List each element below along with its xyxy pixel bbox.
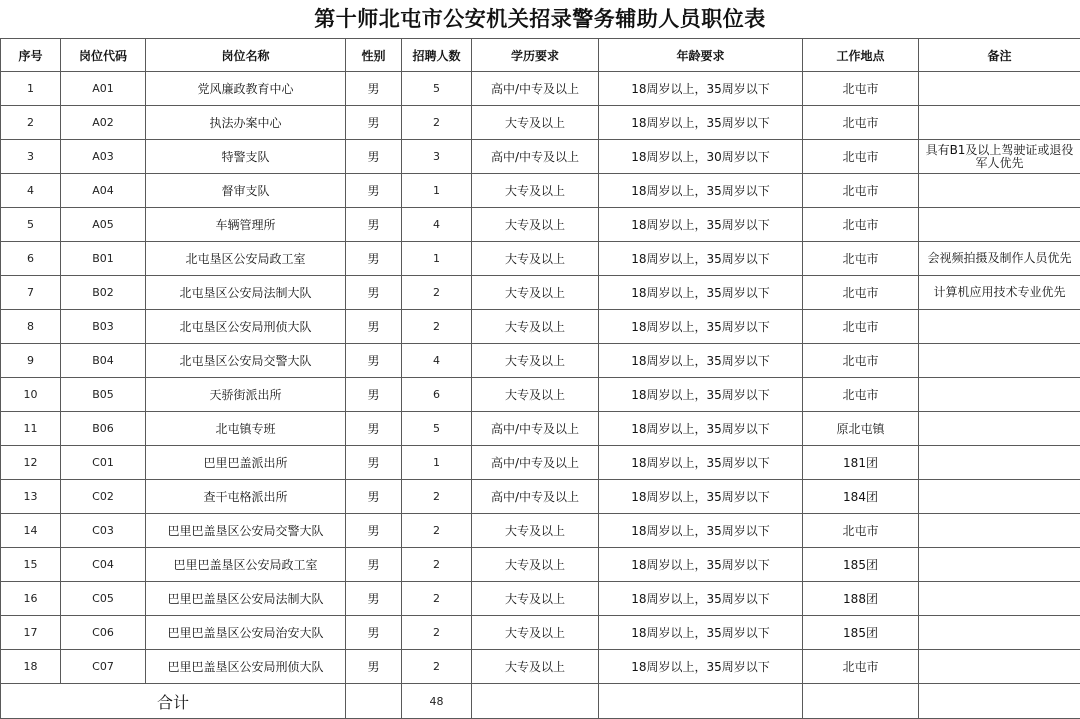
cell-code: A05 — [61, 208, 146, 242]
cell-gender: 男 — [346, 412, 402, 446]
cell-no: 13 — [1, 480, 61, 514]
cell-gender: 男 — [346, 616, 402, 650]
cell-note — [919, 548, 1080, 582]
cell-gender: 男 — [346, 242, 402, 276]
cell-gender: 男 — [346, 650, 402, 684]
cell-gender: 男 — [346, 310, 402, 344]
table-row — [1, 310, 1080, 344]
cell-count: 2 — [402, 310, 472, 344]
cell-note — [919, 378, 1080, 412]
cell-education: 大专及以上 — [472, 548, 599, 582]
total-age-cell — [599, 684, 803, 719]
cell-age: 18周岁以上，35周岁以下 — [599, 208, 803, 242]
total-count: 48 — [402, 684, 472, 719]
cell-education: 高中/中专及以上 — [472, 412, 599, 446]
cell-no: 4 — [1, 174, 61, 208]
cell-no: 5 — [1, 208, 61, 242]
cell-code: C04 — [61, 548, 146, 582]
cell-code: C07 — [61, 650, 146, 684]
cell-no: 10 — [1, 378, 61, 412]
table-row — [1, 344, 1080, 378]
cell-gender: 男 — [346, 548, 402, 582]
cell-no: 9 — [1, 344, 61, 378]
cell-education: 大专及以上 — [472, 276, 599, 310]
total-label: 合计 — [1, 684, 346, 719]
cell-location: 北屯市 — [803, 140, 919, 174]
header-name: 岗位名称 — [146, 39, 346, 72]
table-row — [1, 446, 1080, 480]
cell-age: 18周岁以上，35周岁以下 — [599, 276, 803, 310]
cell-no: 3 — [1, 140, 61, 174]
cell-note — [919, 582, 1080, 616]
cell-name: 车辆管理所 — [146, 208, 346, 242]
table-row — [1, 72, 1080, 106]
header-location: 工作地点 — [803, 39, 919, 72]
cell-education: 大专及以上 — [472, 616, 599, 650]
cell-count: 2 — [402, 514, 472, 548]
cell-no: 8 — [1, 310, 61, 344]
cell-gender: 男 — [346, 378, 402, 412]
cell-count: 2 — [402, 582, 472, 616]
cell-code: C02 — [61, 480, 146, 514]
cell-note — [919, 106, 1080, 140]
cell-gender: 男 — [346, 514, 402, 548]
cell-count: 2 — [402, 548, 472, 582]
positions-table — [0, 38, 1080, 719]
table-row — [1, 412, 1080, 446]
cell-age: 18周岁以上，35周岁以下 — [599, 72, 803, 106]
cell-note — [919, 514, 1080, 548]
cell-name: 北屯垦区公安局交警大队 — [146, 344, 346, 378]
cell-age: 18周岁以上，35周岁以下 — [599, 242, 803, 276]
table-row — [1, 582, 1080, 616]
total-note-cell — [919, 684, 1080, 719]
cell-education: 大专及以上 — [472, 174, 599, 208]
cell-code: A04 — [61, 174, 146, 208]
cell-code: B03 — [61, 310, 146, 344]
cell-note — [919, 412, 1080, 446]
cell-location: 北屯市 — [803, 174, 919, 208]
cell-location: 原北屯镇 — [803, 412, 919, 446]
cell-name: 特警支队 — [146, 140, 346, 174]
cell-gender: 男 — [346, 276, 402, 310]
cell-count: 4 — [402, 344, 472, 378]
cell-education: 大专及以上 — [472, 310, 599, 344]
table-row — [1, 548, 1080, 582]
cell-code: C06 — [61, 616, 146, 650]
cell-no: 1 — [1, 72, 61, 106]
cell-count: 5 — [402, 412, 472, 446]
cell-education: 大专及以上 — [472, 242, 599, 276]
header-gender: 性别 — [346, 39, 402, 72]
cell-note: 计算机应用技术专业优先 — [919, 276, 1080, 310]
header-no: 序号 — [1, 39, 61, 72]
cell-name: 巴里巴盖派出所 — [146, 446, 346, 480]
cell-location: 185团 — [803, 548, 919, 582]
cell-name: 巴里巴盖垦区公安局刑侦大队 — [146, 650, 346, 684]
cell-count: 2 — [402, 276, 472, 310]
header-education: 学历要求 — [472, 39, 599, 72]
cell-name: 党风廉政教育中心 — [146, 72, 346, 106]
cell-age: 18周岁以上，35周岁以下 — [599, 514, 803, 548]
cell-code: B05 — [61, 378, 146, 412]
cell-education: 大专及以上 — [472, 106, 599, 140]
cell-count: 2 — [402, 106, 472, 140]
cell-code: C01 — [61, 446, 146, 480]
header-count: 招聘人数 — [402, 39, 472, 72]
cell-location: 北屯市 — [803, 72, 919, 106]
table-row — [1, 514, 1080, 548]
cell-age: 18周岁以上，35周岁以下 — [599, 344, 803, 378]
cell-age: 18周岁以上，35周岁以下 — [599, 106, 803, 140]
cell-location: 北屯市 — [803, 514, 919, 548]
cell-education: 高中/中专及以上 — [472, 140, 599, 174]
table-row — [1, 208, 1080, 242]
header-age: 年龄要求 — [599, 39, 803, 72]
cell-education: 大专及以上 — [472, 514, 599, 548]
cell-name: 执法办案中心 — [146, 106, 346, 140]
cell-name: 北屯垦区公安局法制大队 — [146, 276, 346, 310]
cell-location: 北屯市 — [803, 208, 919, 242]
cell-no: 12 — [1, 446, 61, 480]
table-row — [1, 378, 1080, 412]
cell-age: 18周岁以上，35周岁以下 — [599, 378, 803, 412]
cell-no: 14 — [1, 514, 61, 548]
cell-education: 高中/中专及以上 — [472, 480, 599, 514]
cell-age: 18周岁以上，35周岁以下 — [599, 310, 803, 344]
cell-gender: 男 — [346, 446, 402, 480]
cell-count: 4 — [402, 208, 472, 242]
cell-name: 巴里巴盖垦区公安局法制大队 — [146, 582, 346, 616]
cell-count: 1 — [402, 242, 472, 276]
cell-location: 北屯市 — [803, 242, 919, 276]
cell-code: A03 — [61, 140, 146, 174]
total-edu-cell — [472, 684, 599, 719]
table-row — [1, 106, 1080, 140]
cell-name: 查干屯格派出所 — [146, 480, 346, 514]
total-gender-cell — [346, 684, 402, 719]
cell-education: 大专及以上 — [472, 582, 599, 616]
cell-gender: 男 — [346, 174, 402, 208]
cell-education: 大专及以上 — [472, 208, 599, 242]
cell-no: 15 — [1, 548, 61, 582]
cell-education: 大专及以上 — [472, 344, 599, 378]
cell-education: 高中/中专及以上 — [472, 446, 599, 480]
table-row — [1, 650, 1080, 684]
cell-age: 18周岁以上，35周岁以下 — [599, 412, 803, 446]
cell-name: 巴里巴盖垦区公安局政工室 — [146, 548, 346, 582]
table-row — [1, 140, 1080, 174]
cell-gender: 男 — [346, 344, 402, 378]
cell-note — [919, 344, 1080, 378]
table-row — [1, 174, 1080, 208]
cell-education: 大专及以上 — [472, 650, 599, 684]
cell-count: 2 — [402, 650, 472, 684]
cell-age: 18周岁以上，35周岁以下 — [599, 446, 803, 480]
cell-note — [919, 310, 1080, 344]
cell-code: A02 — [61, 106, 146, 140]
cell-location: 181团 — [803, 446, 919, 480]
cell-age: 18周岁以上，35周岁以下 — [599, 480, 803, 514]
cell-no: 7 — [1, 276, 61, 310]
cell-no: 2 — [1, 106, 61, 140]
cell-no: 18 — [1, 650, 61, 684]
table-row — [1, 480, 1080, 514]
cell-note — [919, 480, 1080, 514]
table-row — [1, 242, 1080, 276]
cell-name: 北屯垦区公安局刑侦大队 — [146, 310, 346, 344]
cell-code: C03 — [61, 514, 146, 548]
cell-count: 2 — [402, 616, 472, 650]
table-row — [1, 616, 1080, 650]
cell-name: 巴里巴盖垦区公安局交警大队 — [146, 514, 346, 548]
cell-location: 188团 — [803, 582, 919, 616]
cell-gender: 男 — [346, 582, 402, 616]
cell-count: 1 — [402, 174, 472, 208]
cell-note — [919, 446, 1080, 480]
cell-name: 督审支队 — [146, 174, 346, 208]
cell-note — [919, 650, 1080, 684]
cell-code: C05 — [61, 582, 146, 616]
cell-no: 17 — [1, 616, 61, 650]
cell-age: 18周岁以上，35周岁以下 — [599, 616, 803, 650]
total-location-cell — [803, 684, 919, 719]
cell-age: 18周岁以上，35周岁以下 — [599, 582, 803, 616]
cell-gender: 男 — [346, 140, 402, 174]
cell-note — [919, 174, 1080, 208]
cell-gender: 男 — [346, 480, 402, 514]
cell-age: 18周岁以上，30周岁以下 — [599, 140, 803, 174]
cell-note — [919, 208, 1080, 242]
cell-no: 6 — [1, 242, 61, 276]
page-title: 第十师北屯市公安机关招录警务辅助人员职位表 — [0, 0, 1080, 38]
cell-note: 会视频拍摄及制作人员优先 — [919, 242, 1080, 276]
cell-no: 16 — [1, 582, 61, 616]
total-row — [1, 684, 1080, 719]
cell-note — [919, 616, 1080, 650]
cell-location: 北屯市 — [803, 310, 919, 344]
cell-code: B06 — [61, 412, 146, 446]
header-code: 岗位代码 — [61, 39, 146, 72]
cell-count: 1 — [402, 446, 472, 480]
cell-count: 3 — [402, 140, 472, 174]
cell-count: 2 — [402, 480, 472, 514]
cell-code: B01 — [61, 242, 146, 276]
cell-code: A01 — [61, 72, 146, 106]
cell-note — [919, 72, 1080, 106]
cell-note: 具有B1及以上驾驶证或退役军人优先 — [919, 140, 1080, 174]
cell-gender: 男 — [346, 72, 402, 106]
cell-location: 184团 — [803, 480, 919, 514]
cell-education: 高中/中专及以上 — [472, 72, 599, 106]
cell-location: 185团 — [803, 616, 919, 650]
cell-name: 天骄街派出所 — [146, 378, 346, 412]
cell-gender: 男 — [346, 106, 402, 140]
cell-name: 北屯垦区公安局政工室 — [146, 242, 346, 276]
cell-name: 北屯镇专班 — [146, 412, 346, 446]
cell-location: 北屯市 — [803, 106, 919, 140]
cell-code: B02 — [61, 276, 146, 310]
header-note: 备注 — [919, 39, 1080, 72]
table-row — [1, 276, 1080, 310]
cell-age: 18周岁以上，35周岁以下 — [599, 174, 803, 208]
cell-count: 5 — [402, 72, 472, 106]
cell-code: B04 — [61, 344, 146, 378]
cell-location: 北屯市 — [803, 344, 919, 378]
cell-location: 北屯市 — [803, 378, 919, 412]
cell-education: 大专及以上 — [472, 378, 599, 412]
cell-location: 北屯市 — [803, 650, 919, 684]
cell-no: 11 — [1, 412, 61, 446]
cell-name: 巴里巴盖垦区公安局治安大队 — [146, 616, 346, 650]
cell-age: 18周岁以上，35周岁以下 — [599, 650, 803, 684]
cell-count: 6 — [402, 378, 472, 412]
cell-age: 18周岁以上，35周岁以下 — [599, 548, 803, 582]
cell-gender: 男 — [346, 208, 402, 242]
header-row — [1, 39, 1080, 72]
cell-location: 北屯市 — [803, 276, 919, 310]
